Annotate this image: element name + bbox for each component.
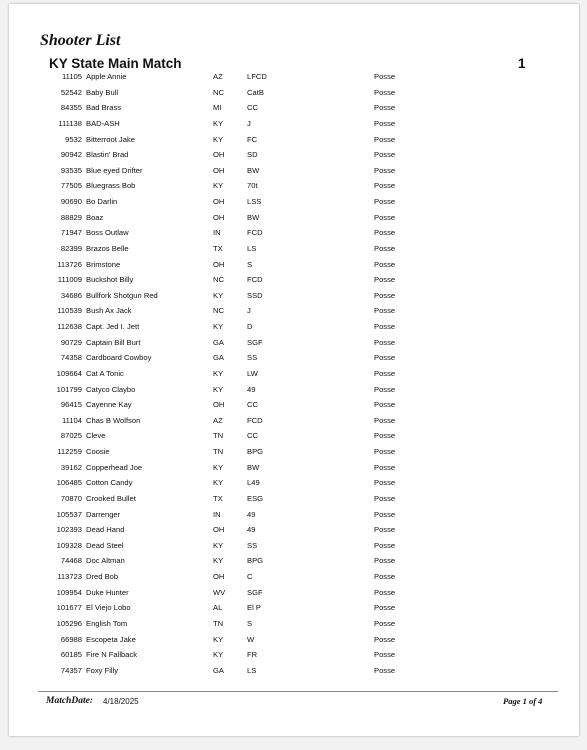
shooter-posse: Posse xyxy=(374,650,396,660)
table-row xyxy=(9,650,579,666)
table-row xyxy=(9,103,579,119)
shooter-alias: Apple Annie xyxy=(86,72,127,81)
shooter-alias: El Viejo Lobo xyxy=(86,603,131,613)
shooter-category: SSD xyxy=(247,290,263,300)
shooter-category: SD xyxy=(247,150,258,160)
shooter-state: KY xyxy=(213,134,224,144)
table-row xyxy=(9,603,579,619)
shooter-state: OH xyxy=(213,150,225,160)
table-row xyxy=(9,588,579,604)
shooter-id: 106485 xyxy=(56,478,82,488)
shooter-category: 49 xyxy=(247,525,256,535)
shooter-category: SS xyxy=(247,353,258,363)
shooter-category: LS xyxy=(247,665,257,675)
shooter-id: 71947 xyxy=(60,228,82,238)
shooter-state: KY xyxy=(213,118,224,128)
shooter-alias: Buckshot Billy xyxy=(86,275,134,285)
shooter-posse: Posse xyxy=(374,150,396,160)
shooter-category: W xyxy=(247,634,255,644)
table-row xyxy=(9,463,579,479)
shooter-posse: Posse xyxy=(374,384,396,394)
table-row xyxy=(9,228,579,244)
page-number: 1 xyxy=(518,56,526,71)
shooter-id: 109664 xyxy=(56,368,82,378)
shooter-posse: Posse xyxy=(374,181,396,191)
shooter-category: SGF xyxy=(247,587,263,597)
shooter-posse: Posse xyxy=(374,525,396,535)
shooter-category: FCD xyxy=(247,275,263,285)
shooter-state: KY xyxy=(213,462,224,472)
table-row xyxy=(9,213,579,229)
shooter-alias: Blue eyed Drifter xyxy=(86,165,143,175)
shooter-state: OH xyxy=(213,165,225,175)
shooter-alias: Doc Altman xyxy=(86,556,125,566)
shooter-posse: Posse xyxy=(374,400,396,410)
shooter-id: 112259 xyxy=(57,447,82,456)
table-row xyxy=(9,510,579,526)
shooter-posse: Posse xyxy=(374,337,396,347)
shooter-state: NC xyxy=(213,306,224,316)
shooter-id: 96415 xyxy=(60,400,82,410)
shooter-state: IN xyxy=(213,509,221,519)
shooter-id: 90942 xyxy=(60,150,82,160)
shooter-category: CatB xyxy=(247,87,264,97)
shooter-posse: Posse xyxy=(374,259,396,269)
shooter-id: 113726 xyxy=(57,259,82,269)
shooter-category: J xyxy=(247,118,251,128)
shooter-state: GA xyxy=(213,665,224,675)
shooter-id: 110539 xyxy=(57,306,82,316)
table-row xyxy=(9,447,579,463)
shooter-posse: Posse xyxy=(374,618,396,628)
shooter-alias: Chas B Wolfson xyxy=(86,415,141,425)
shooter-alias: Dead Hand xyxy=(86,525,125,535)
shooter-posse: Posse xyxy=(374,431,396,441)
table-row xyxy=(9,260,579,276)
table-row xyxy=(9,88,579,104)
table-row xyxy=(9,166,579,182)
shooter-id: 111009 xyxy=(57,275,82,285)
shooter-category: BW xyxy=(247,212,260,222)
shooter-alias: Escopeta Jake xyxy=(86,634,136,644)
shooter-state: WV xyxy=(213,587,226,597)
shooter-id: 109954 xyxy=(56,587,82,597)
shooter-alias: Bullfork Shotgun Red xyxy=(86,290,158,300)
shooter-category: 49 xyxy=(247,509,256,519)
table-row xyxy=(9,541,579,557)
shooter-category: CC xyxy=(247,431,258,441)
shooter-alias: Bitterroot Jake xyxy=(86,134,135,144)
shooter-category: ESG xyxy=(247,493,264,503)
table-row xyxy=(9,275,579,291)
table-row xyxy=(9,338,579,354)
shooter-alias: Foxy Filly xyxy=(86,665,119,675)
shooter-state: KY xyxy=(213,556,224,566)
shooter-posse: Posse xyxy=(374,587,396,597)
table-row xyxy=(9,197,579,213)
shooter-posse: Posse xyxy=(374,306,396,316)
shooter-state: KY xyxy=(213,384,224,394)
shooter-state: TX xyxy=(213,493,223,503)
table-row xyxy=(9,572,579,588)
shooter-posse: Posse xyxy=(374,165,396,175)
shooter-posse: Posse xyxy=(374,634,396,644)
shooter-posse: Posse xyxy=(374,290,396,300)
shooter-id: 60185 xyxy=(60,650,82,660)
shooter-posse: Posse xyxy=(374,509,396,519)
shooter-id: 34686 xyxy=(60,290,82,300)
shooter-state: KY xyxy=(213,368,224,378)
shooter-category: FCD xyxy=(247,415,263,425)
shooter-state: KY xyxy=(213,478,224,488)
match-date-value: 4/18/2025 xyxy=(103,697,139,706)
shooter-category: L49 xyxy=(247,478,260,488)
table-row xyxy=(9,369,579,385)
shooter-state: OH xyxy=(213,572,225,581)
table-row xyxy=(9,478,579,494)
table-row xyxy=(9,119,579,135)
shooter-posse: Posse xyxy=(374,118,396,128)
shooter-state: KY xyxy=(213,650,224,660)
shooter-id: 70870 xyxy=(60,493,82,503)
shooter-state: TX xyxy=(213,243,223,253)
shooter-posse: Posse xyxy=(374,556,396,566)
match-name: KY State Main Match xyxy=(49,56,182,71)
table-row xyxy=(9,619,579,635)
shooter-posse: Posse xyxy=(374,87,396,97)
shooter-alias: Cotton Candy xyxy=(86,478,133,488)
table-row xyxy=(9,244,579,260)
shooter-category: FR xyxy=(247,650,258,660)
table-row xyxy=(9,306,579,322)
shooter-state: AZ xyxy=(213,72,223,81)
table-row xyxy=(9,353,579,369)
shooter-state: TN xyxy=(213,447,224,456)
shooter-state: OH xyxy=(213,525,225,535)
shooter-category: FCD xyxy=(247,228,263,238)
report-page xyxy=(9,4,579,736)
shooter-posse: Posse xyxy=(374,572,396,581)
shooter-posse: Posse xyxy=(374,353,396,363)
match-date-label: MatchDate: xyxy=(46,696,93,706)
shooter-alias: Crooked Bullet xyxy=(86,493,136,503)
shooter-category: D xyxy=(247,322,253,331)
shooter-category: S xyxy=(247,618,253,628)
shooter-category: BW xyxy=(247,165,260,175)
shooter-id: 66988 xyxy=(60,634,82,644)
shooter-id: 111138 xyxy=(58,118,82,128)
table-row xyxy=(9,635,579,651)
shooter-id: 88829 xyxy=(60,212,82,222)
shooter-id: 101677 xyxy=(56,603,82,613)
shooter-alias: Cat A Tonic xyxy=(86,368,124,378)
shooter-id: 82399 xyxy=(60,243,82,253)
shooter-state: NC xyxy=(213,87,224,97)
shooter-id: 9532 xyxy=(65,134,82,144)
shooter-posse: Posse xyxy=(374,72,396,81)
report-title: Shooter List xyxy=(40,32,121,49)
shooter-posse: Posse xyxy=(374,134,396,144)
shooter-category: S xyxy=(247,259,253,269)
shooter-id: 101799 xyxy=(56,384,82,394)
shooter-id: 39162 xyxy=(60,462,82,472)
shooter-state: OH xyxy=(213,212,225,222)
shooter-alias: Dred Bob xyxy=(86,572,119,581)
shooter-alias: Blastin' Brad xyxy=(86,150,129,160)
shooter-alias: Fire N Fallback xyxy=(86,650,138,660)
table-row xyxy=(9,525,579,541)
shooter-alias: Catyco Claybo xyxy=(86,384,136,394)
shooter-alias: English Tom xyxy=(86,618,128,628)
shooter-state: TN xyxy=(213,618,224,628)
table-row xyxy=(9,385,579,401)
shooter-alias: Cleve xyxy=(86,431,106,441)
shooter-id: 105537 xyxy=(56,509,82,519)
shooter-state: TN xyxy=(213,431,224,441)
shooter-alias: Baby Bull xyxy=(86,87,119,97)
table-row xyxy=(9,494,579,510)
shooter-state: KY xyxy=(213,540,224,550)
shooter-posse: Posse xyxy=(374,462,396,472)
shooter-alias: Darrenger xyxy=(86,509,121,519)
shooter-id: 87025 xyxy=(60,431,82,441)
shooter-posse: Posse xyxy=(374,540,396,550)
shooter-state: OH xyxy=(213,259,225,269)
shooter-category: BW xyxy=(247,462,260,472)
shooter-state: OH xyxy=(213,197,225,206)
shooter-category: J xyxy=(247,306,251,316)
shooter-id: 52542 xyxy=(60,87,82,97)
shooter-category: CC xyxy=(247,400,258,410)
shooter-category: BPG xyxy=(247,556,264,566)
shooter-id: 84355 xyxy=(60,103,82,113)
shooter-alias: Bad Brass xyxy=(86,103,122,113)
shooter-state: GA xyxy=(213,353,224,363)
shooter-category: El P xyxy=(247,603,261,613)
shooter-alias: Bluegrass Bob xyxy=(86,181,136,191)
shooter-state: KY xyxy=(213,634,224,644)
table-row xyxy=(9,400,579,416)
shooter-posse: Posse xyxy=(374,228,396,238)
shooter-posse: Posse xyxy=(374,415,396,425)
shooter-category: CC xyxy=(247,103,258,113)
shooter-alias: Bush Ax Jack xyxy=(86,306,132,316)
shooter-id: 74468 xyxy=(60,556,82,566)
shooter-state: KY xyxy=(213,290,224,300)
shooter-state: GA xyxy=(213,337,224,347)
shooter-posse: Posse xyxy=(374,243,396,253)
shooter-alias: Coosie xyxy=(86,447,110,456)
shooter-posse: Posse xyxy=(374,478,396,488)
shooter-posse: Posse xyxy=(374,447,396,456)
shooter-id: 90690 xyxy=(60,197,82,206)
shooter-posse: Posse xyxy=(374,103,396,113)
shooter-alias: Duke Hunter xyxy=(86,587,129,597)
shooter-alias: BAD-ASH xyxy=(86,118,120,128)
page-of-indicator: Page 1 of 4 xyxy=(503,696,543,706)
shooter-list xyxy=(9,72,579,681)
shooter-category: LS xyxy=(247,243,257,253)
shooter-id: 11104 xyxy=(62,415,82,425)
shooter-alias: Brimstone xyxy=(86,259,121,269)
shooter-state: KY xyxy=(213,322,224,331)
shooter-alias: Boss Outlaw xyxy=(86,228,129,238)
shooter-category: 70t xyxy=(247,181,258,191)
shooter-posse: Posse xyxy=(374,275,396,285)
shooter-posse: Posse xyxy=(374,665,396,675)
shooter-alias: Brazos Belle xyxy=(86,243,129,253)
table-row xyxy=(9,150,579,166)
shooter-alias: Bo Darlin xyxy=(86,197,118,206)
shooter-state: MI xyxy=(213,103,222,113)
shooter-state: KY xyxy=(213,181,224,191)
shooter-alias: Cayenne Kay xyxy=(86,400,132,410)
table-row xyxy=(9,416,579,432)
table-row xyxy=(9,556,579,572)
shooter-category: LFCD xyxy=(247,72,267,81)
shooter-id: 105296 xyxy=(56,618,82,628)
table-row xyxy=(9,322,579,338)
table-row xyxy=(9,181,579,197)
shooter-id: 74357 xyxy=(60,665,82,675)
table-row xyxy=(9,72,579,88)
table-row xyxy=(9,666,579,682)
shooter-state: AL xyxy=(213,603,223,613)
shooter-posse: Posse xyxy=(374,197,396,206)
shooter-category: LSS xyxy=(247,197,262,206)
shooter-posse: Posse xyxy=(374,212,396,222)
shooter-id: 93535 xyxy=(60,165,82,175)
shooter-id: 109328 xyxy=(56,540,82,550)
shooter-category: C xyxy=(247,572,253,581)
shooter-category: FC xyxy=(247,134,258,144)
shooter-id: 113723 xyxy=(57,572,82,581)
shooter-posse: Posse xyxy=(374,322,396,331)
table-row xyxy=(9,431,579,447)
shooter-category: LW xyxy=(247,368,258,378)
shooter-alias: Cardboard Cowboy xyxy=(86,353,152,363)
shooter-state: OH xyxy=(213,400,225,410)
shooter-alias: Boaz xyxy=(86,212,104,222)
shooter-id: 102393 xyxy=(56,525,82,535)
shooter-alias: Copperhead Joe xyxy=(86,462,143,472)
shooter-alias: Dead Steel xyxy=(86,540,124,550)
shooter-posse: Posse xyxy=(374,603,396,613)
shooter-category: SGF xyxy=(247,337,263,347)
table-row xyxy=(9,291,579,307)
shooter-id: 77505 xyxy=(60,181,82,191)
shooter-id: 11105 xyxy=(62,72,82,81)
shooter-posse: Posse xyxy=(374,368,396,378)
shooter-category: SS xyxy=(247,540,258,550)
shooter-state: IN xyxy=(213,228,221,238)
shooter-state: NC xyxy=(213,275,224,285)
footer-divider xyxy=(38,691,558,692)
shooter-alias: Captain Bill Burt xyxy=(86,337,141,347)
shooter-posse: Posse xyxy=(374,493,396,503)
shooter-category: BPG xyxy=(247,447,264,456)
shooter-id: 74358 xyxy=(60,353,82,363)
shooter-state: AZ xyxy=(213,415,223,425)
table-row xyxy=(9,135,579,151)
shooter-category: 49 xyxy=(247,384,256,394)
shooter-id: 112638 xyxy=(57,322,82,331)
shooter-id: 90729 xyxy=(60,337,82,347)
shooter-alias: Capt. Jed I. Jett xyxy=(86,322,140,331)
